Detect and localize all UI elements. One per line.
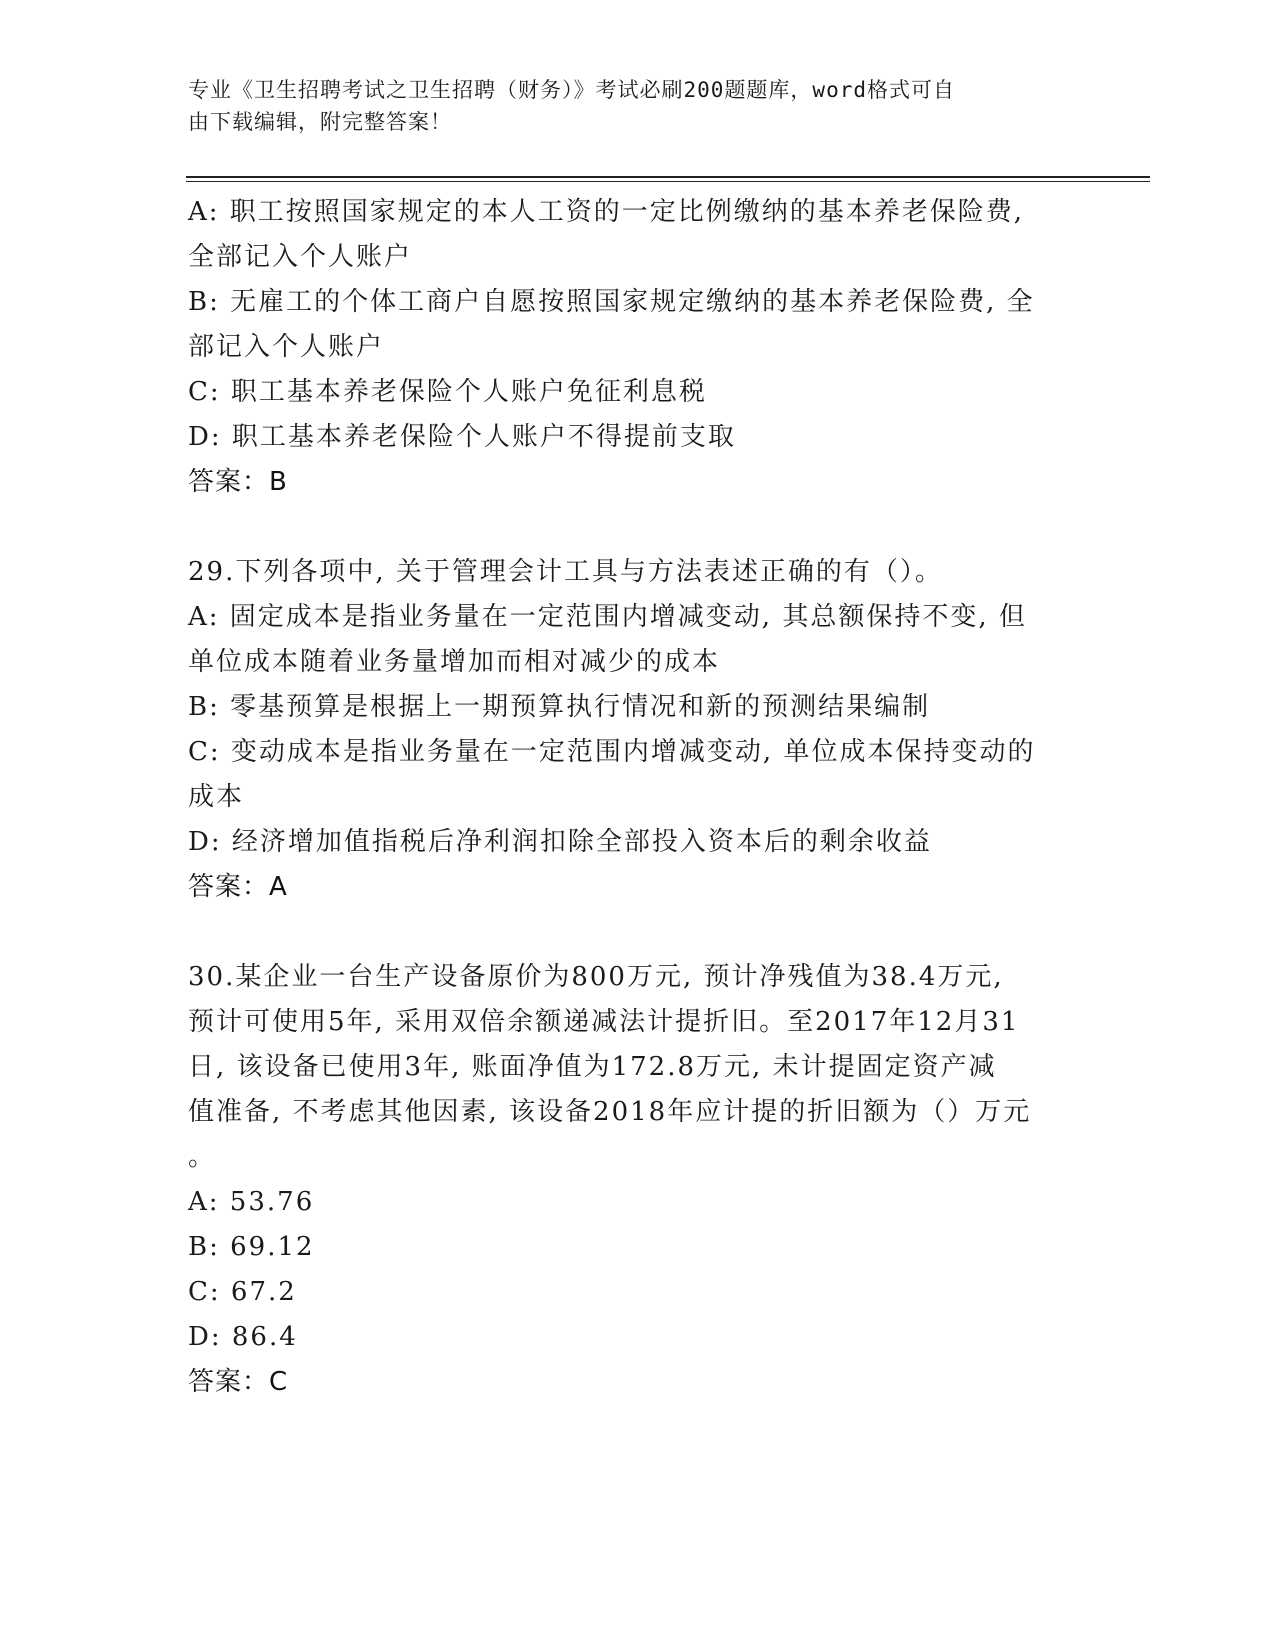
option-a-line-1: A: 固定成本是指业务量在一定范围内增减变动, 其总额保持不变, 但 [188,602,1027,632]
option-c-line-1: C: 变动成本是指业务量在一定范围内增减变动, 单位成本保持变动的 [188,737,1036,767]
spacer [188,910,1088,955]
option-b-line-2: 部记入个人账户 [188,332,385,362]
spacer [188,505,1088,550]
option-b-line-1: B: 无雇工的个体工商户自愿按照国家规定缴纳的基本养老保险费, 全 [188,287,1035,317]
option-a: A: 53.76 [188,1187,315,1217]
question-stem-line-2: 预计可使用5年, 采用双倍余额递减法计提折旧。至2017年12月31 [188,1007,1020,1037]
option-b: B: 69.12 [188,1232,315,1262]
option-d: D: 经济增加值指税后净利润扣除全部投入资本后的剩余收益 [188,827,932,857]
option-a-line-1: A: 职工按照国家规定的本人工资的一定比例缴纳的基本养老保险费, [188,197,1025,227]
option-a-line-2: 单位成本随着业务量增加而相对减少的成本 [188,647,721,677]
question-28 [188,190,1088,505]
answer-label: 答案：A [188,872,288,902]
question-stem-line-3: 日, 该设备已使用3年, 账面净值为172.8万元, 未计提固定资产减 [188,1052,997,1082]
header-rule-thick [186,176,1150,178]
question-stem-line-5: 。 [188,1142,217,1172]
option-c: C: 职工基本养老保险个人账户免征利息税 [188,377,707,407]
option-c-line-2: 成本 [188,782,245,812]
header-rule-thin [186,181,1150,182]
option-a-line-2: 全部记入个人账户 [188,242,413,272]
option-b: B: 零基预算是根据上一期预算执行情况和新的预测结果编制 [188,692,931,722]
question-stem-line-1: 30.某企业一台生产设备原价为800万元, 预计净残值为38.4万元, [188,962,1004,992]
document-body [188,190,1088,1405]
header-line-1: 专业《卫生招聘考试之卫生招聘（财务）》考试必刷200题题库，word格式可自 [188,78,955,102]
option-c: C: 67.2 [188,1277,297,1307]
header-line-2: 由下载编辑，附完整答案！ [188,110,452,134]
answer-label: 答案：C [188,1367,289,1397]
question-30 [188,955,1088,1405]
question-29 [188,550,1088,910]
question-stem: 29.下列各项中, 关于管理会计工具与方法表述正确的有（）。 [188,557,943,587]
answer-label: 答案：B [188,467,288,497]
document-header [188,74,1068,138]
question-stem-line-4: 值准备, 不考虑其他因素, 该设备2018年应计提的折旧额为（）万元 [188,1097,1032,1127]
option-d: D: 职工基本养老保险个人账户不得提前支取 [188,422,736,452]
option-d: D: 86.4 [188,1322,298,1352]
